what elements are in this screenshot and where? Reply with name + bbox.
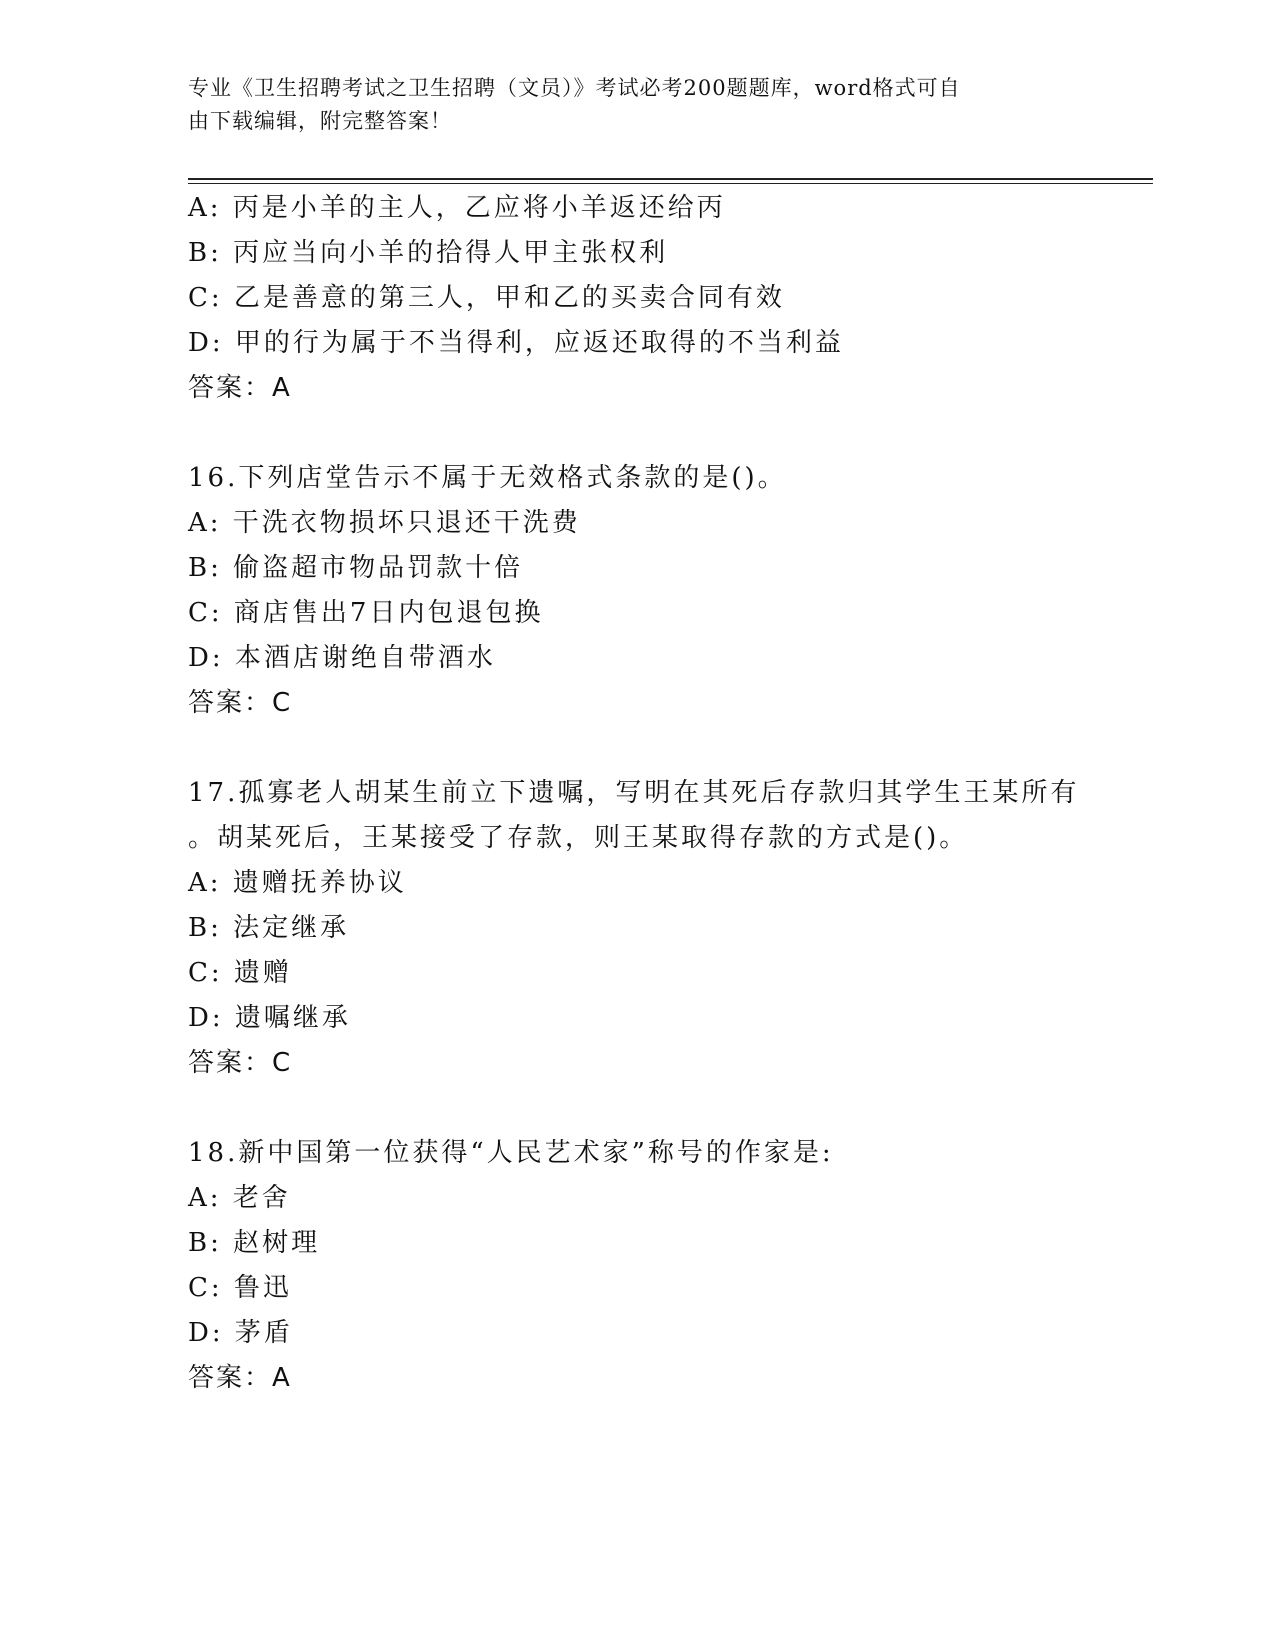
- q16-option-c: C: 商店售出7日内包退包换: [188, 598, 544, 628]
- document-header: [188, 72, 1068, 138]
- q16-option-d: D: 本酒店谢绝自带酒水: [188, 643, 496, 673]
- q17-stem-line-1: 17.孤寡老人胡某生前立下遗嘱，写明在其死后存款归其学生王某所有: [188, 778, 1080, 808]
- q17-stem-line-2: 。胡某死后，王某接受了存款，则王某取得存款的方式是()。: [188, 823, 969, 853]
- q15-answer: 答案：A: [188, 373, 292, 403]
- q17-option-a: A: 遗赠抚养协议: [188, 868, 407, 898]
- q18-option-a: A: 老舍: [188, 1183, 291, 1213]
- q17-option-b: B: 法定继承: [188, 913, 350, 943]
- q15-option-a: A: 丙是小羊的主人，乙应将小羊返还给丙: [188, 193, 726, 223]
- q17-option-c: C: 遗赠: [188, 958, 292, 988]
- q18-option-b: B: 赵树理: [188, 1228, 321, 1258]
- q15-option-b: B: 丙应当向小羊的拾得人甲主张权利: [188, 238, 669, 268]
- header-divider-thin: [188, 183, 1153, 184]
- q16-stem: 16.下列店堂告示不属于无效格式条款的是()。: [188, 463, 787, 493]
- q17-answer: 答案：C: [188, 1048, 293, 1078]
- q17-option-d: D: 遗嘱继承: [188, 1003, 351, 1033]
- q18-option-c: C: 鲁迅: [188, 1273, 292, 1303]
- header-line-2: 由下载编辑，附完整答案！: [188, 109, 452, 133]
- q16-option-a: A: 干洗衣物损坏只退还干洗费: [188, 508, 581, 538]
- q18-answer: 答案：A: [188, 1363, 292, 1393]
- q16-answer: 答案：C: [188, 688, 293, 718]
- q16-option-b: B: 偷盗超市物品罚款十倍: [188, 553, 524, 583]
- q15-option-d: D: 甲的行为属于不当得利，应返还取得的不当利益: [188, 328, 844, 358]
- q18-stem: 18.新中国第一位获得“人民艺术家”称号的作家是:: [188, 1138, 834, 1168]
- header-divider-thick: [188, 178, 1153, 180]
- header-line-1: 专业《卫生招聘考试之卫生招聘（文员）》考试必考200题题库，word格式可自: [188, 76, 961, 100]
- q18-option-d: D: 茅盾: [188, 1318, 293, 1348]
- q15-option-c: C: 乙是善意的第三人，甲和乙的买卖合同有效: [188, 283, 785, 313]
